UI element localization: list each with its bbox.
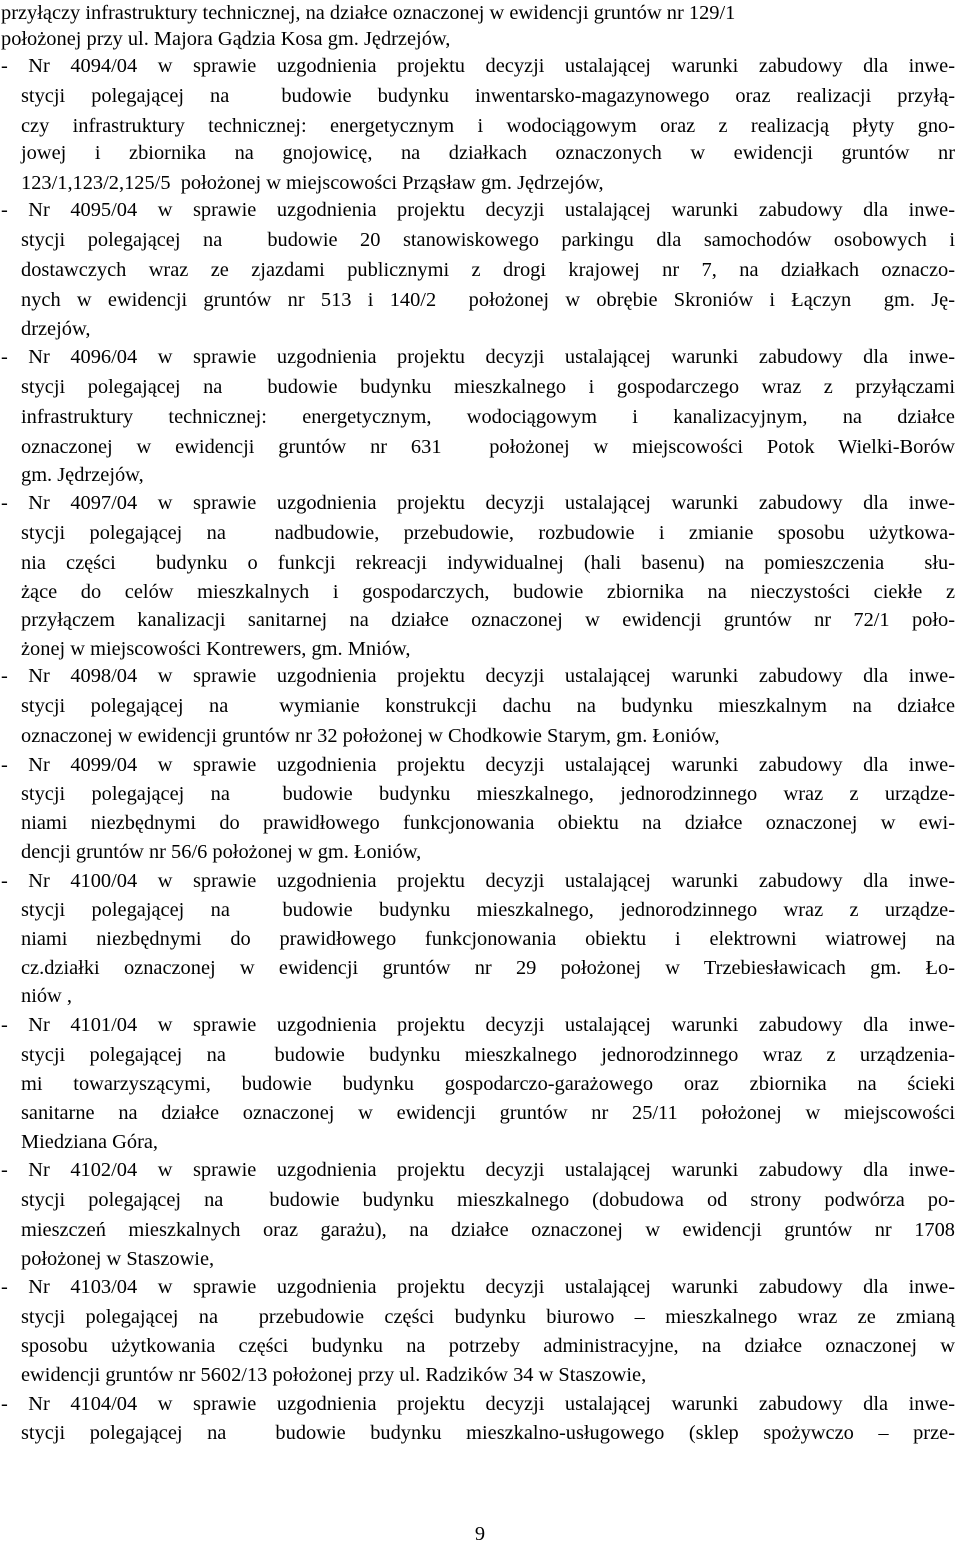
text-line: stycji polegającej na budowie budynku mieszkalnego, jednorodzinnego wraz z urządze- <box>21 899 955 921</box>
text-line: - Nr 4103/04 w sprawie uzgodnienia projektu decyzji ustalającej warunki zabudowy dla inwe- <box>1 1276 955 1298</box>
text-line: mi towarzyszącymi, budowie budynku gospodarczo-garażowego oraz zbiornika na ścieki <box>21 1073 955 1095</box>
text-line: - Nr 4094/04 w sprawie uzgodnienia projektu decyzji ustalającej warunki zabudowy dla inwe- <box>1 55 955 77</box>
text-line: żonej w miejscowości Kontrewers, gm. Mniów, <box>21 638 411 660</box>
text-line: stycji polegającej na budowie budynku mieszkalnego jednorodzinnego wraz z urządzenia- <box>21 1044 955 1066</box>
text-line: położonej przy ul. Majora Gądzia Kosa gm. Jędrzejów, <box>1 28 451 50</box>
text-line: niami niezbędnymi do prawidłowego funkcjonowania obiektu i elektrowni wiatrowej na <box>21 928 955 950</box>
text-line: - Nr 4099/04 w sprawie uzgodnienia projektu decyzji ustalającej warunki zabudowy dla inwe- <box>1 754 955 776</box>
text-line: stycji polegającej na przebudowie części budynku biurowo – mieszkalnego wraz ze zmianą <box>21 1306 955 1328</box>
text-line: sposobu użytkowania części budynku na potrzeby administracyjne, na działce oznaczonej w <box>21 1335 955 1357</box>
text-line: niami niezbędnymi do prawidłowego funkcjonowania obiektu na działce oznaczonej w ewi- <box>21 812 955 834</box>
text-line: mieszczeń mieszkalnych oraz garażu), na działce oznaczonej w ewidencji gruntów nr 1708 <box>21 1219 955 1241</box>
text-line: stycji polegającej na budowie budynku mieszkalnego i gospodarczego wraz z przyłączami <box>21 376 955 398</box>
text-line: - Nr 4095/04 w sprawie uzgodnienia projektu decyzji ustalającej warunki zabudowy dla inwe- <box>1 199 955 221</box>
text-line: - Nr 4096/04 w sprawie uzgodnienia projektu decyzji ustalającej warunki zabudowy dla inwe- <box>1 346 955 368</box>
page-number: 9 <box>474 1523 486 1545</box>
text-line: przyłączem kanalizacji sanitarnej na działce oznaczonej w ewidencji gruntów nr 72/1 poło- <box>21 609 955 631</box>
text-line: cz.działki oznaczonej w ewidencji gruntów nr 29 położonej w Trzebiesławicach gm. Ło- <box>21 957 955 979</box>
text-line: sanitarne na działce oznaczonej w ewidencji gruntów nr 25/11 położonej w miejscowości <box>21 1102 955 1124</box>
text-line: stycji polegającej na nadbudowie, przebudowie, rozbudowie i zmianie sposobu użytkowa- <box>21 522 955 544</box>
text-line: drzejów, <box>21 318 91 340</box>
text-line: - Nr 4101/04 w sprawie uzgodnienia projektu decyzji ustalającej warunki zabudowy dla inwe- <box>1 1014 955 1036</box>
text-line: stycji polegającej na budowie budynku mieszkalnego, jednorodzinnego wraz z urządze- <box>21 783 955 805</box>
text-line: dencji gruntów nr 56/6 położonej w gm. Łoniów, <box>21 841 422 863</box>
text-line: oznaczonej w ewidencji gruntów nr 32 położonej w Chodkowie Starym, gm. Łoniów, <box>21 725 720 747</box>
text-line: oznaczonej w ewidencji gruntów nr 631 położonej w miejscowości Potok Wielki-Borów <box>21 436 955 458</box>
text-line: stycji polegającej na wymianie konstrukcji dachu na budynku mieszkalnym na działce <box>21 695 955 717</box>
text-line: nia części budynku o funkcji rekreacji indywidualnej (hali basenu) na pomieszczenia słu- <box>21 552 955 574</box>
text-line: żące do celów mieszkalnych i gospodarczych, budowie zbiornika na nieczystości ciekłe z <box>21 581 955 603</box>
text-line: stycji polegającej na budowie budynku inwentarsko-magazynowego oraz realizacji przyłą- <box>21 85 955 107</box>
text-line: jowej i zbiornika na gnojowicę, na działkach oznaczonych w ewidencji gruntów nr <box>21 142 955 164</box>
text-line: położonej w Staszowie, <box>21 1248 215 1270</box>
text-line: nych w ewidencji gruntów nr 513 i 140/2 położonej w obrębie Skroniów i Łączyn gm. Ję- <box>21 289 955 311</box>
text-line: stycji polegającej na budowie 20 stanowiskowego parkingu dla samochodów osobowych i <box>21 229 955 251</box>
text-line: - Nr 4098/04 w sprawie uzgodnienia projektu decyzji ustalającej warunki zabudowy dla inwe- <box>1 665 955 687</box>
text-line: - Nr 4104/04 w sprawie uzgodnienia projektu decyzji ustalającej warunki zabudowy dla inwe- <box>1 1393 955 1415</box>
text-line: gm. Jędrzejów, <box>21 464 144 486</box>
text-line: dostawczych wraz ze zjazdami publicznymi z drogi krajowej nr 7, na działkach oznaczo- <box>21 259 955 281</box>
text-line: - Nr 4097/04 w sprawie uzgodnienia projektu decyzji ustalającej warunki zabudowy dla inwe- <box>1 492 955 514</box>
text-line: niów , <box>21 985 72 1007</box>
text-line: przyłączy infrastruktury technicznej, na działce oznaczonej w ewidencji gruntów nr 129/1 <box>1 2 736 24</box>
text-line: stycji polegającej na budowie budynku mieszkalnego (dobudowa od strony podwórza po- <box>21 1189 955 1211</box>
text-line: infrastruktury technicznej: energetycznym, wodociągowym i kanalizacyjnym, na działce <box>21 406 955 428</box>
text-line: 123/1,123/2,125/5 położonej w miejscowości Prząsław gm. Jędrzejów, <box>21 172 604 194</box>
text-line: Miedziana Góra, <box>21 1131 159 1153</box>
text-line: ewidencji gruntów nr 5602/13 położonej przy ul. Radzików 34 w Staszowie, <box>21 1364 647 1386</box>
text-line: czy infrastruktury technicznej: energetycznym i wodociągowym oraz z realizacją płyty gno- <box>21 115 955 137</box>
text-line: - Nr 4100/04 w sprawie uzgodnienia projektu decyzji ustalającej warunki zabudowy dla inwe- <box>1 870 955 892</box>
text-line: - Nr 4102/04 w sprawie uzgodnienia projektu decyzji ustalającej warunki zabudowy dla inwe- <box>1 1159 955 1181</box>
text-line: stycji polegającej na budowie budynku mieszkalno-usługowego (sklep spożywczo – prze- <box>21 1422 955 1444</box>
